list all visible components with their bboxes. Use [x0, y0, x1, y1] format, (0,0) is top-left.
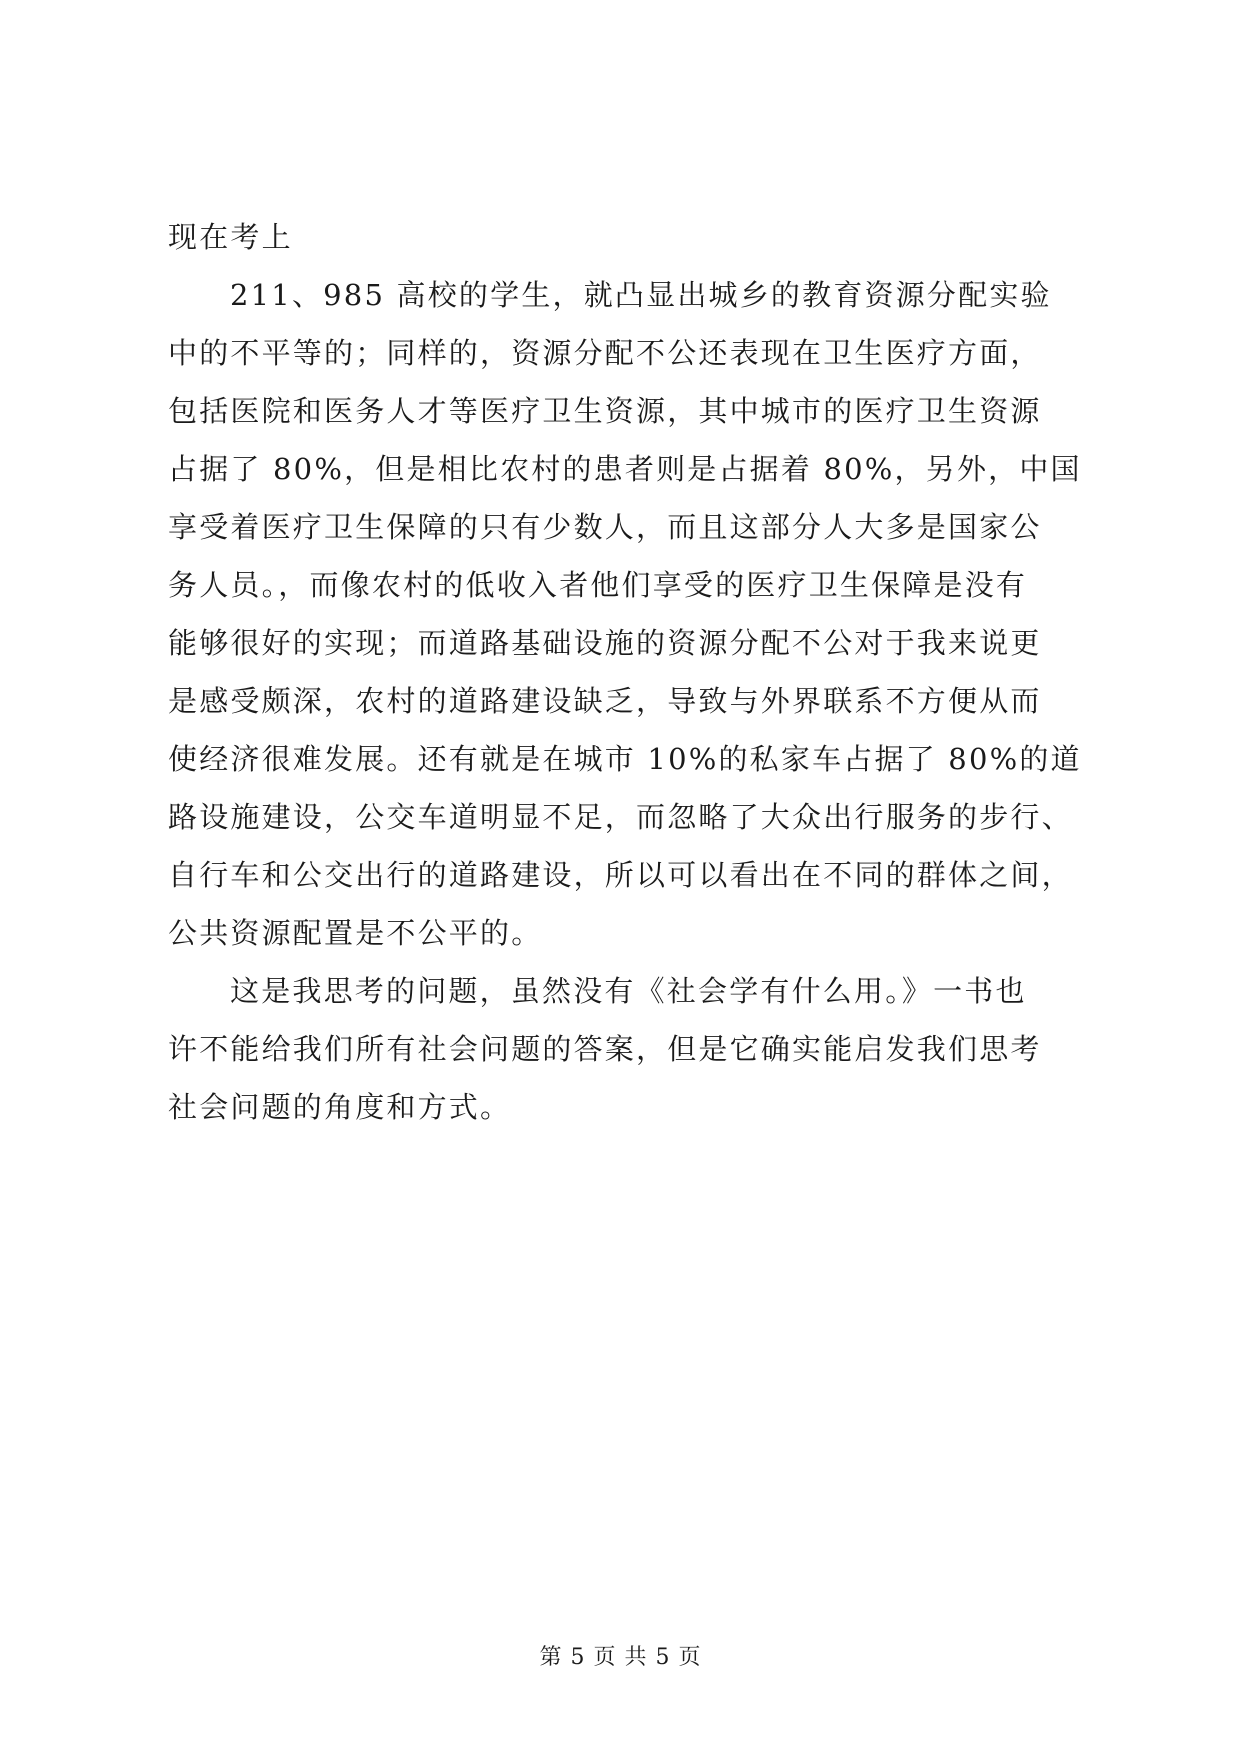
- text-line: 务人员。，而像农村的低收入者他们享受的医疗卫生保障是没有: [168, 568, 1028, 602]
- text-line: 是感受颇深，农村的道路建设缺乏，导致与外界联系不方便从而: [168, 684, 1042, 718]
- text-line: 许不能给我们所有社会问题的答案，但是它确实能启发我们思考: [168, 1032, 1042, 1066]
- text-line: 能够很好的实现；而道路基础设施的资源分配不公对于我来说更: [168, 626, 1042, 660]
- page-number-footer: 第 5 页 共 5 页: [539, 1645, 702, 1670]
- text-line: 现在考上: [168, 220, 293, 254]
- text-line: 享受着医疗卫生保障的只有少数人，而且这部分人大多是国家公: [168, 510, 1042, 544]
- text-line: 路设施建设，公交车道明显不足，而忽略了大众出行服务的步行、: [168, 800, 1073, 834]
- text-line: 占据了 80%，但是相比农村的患者则是占据着 80%，另外，中国: [168, 452, 1082, 486]
- text-line: 使经济很难发展。还有就是在城市 10%的私家车占据了 80%的道: [168, 742, 1082, 776]
- body-text: [168, 208, 1082, 1136]
- paragraph-start-line: 这是我思考的问题，虽然没有《社会学有什么用。》一书也: [230, 974, 1027, 1008]
- text-line: 中的不平等的；同样的，资源分配不公还表现在卫生医疗方面，: [168, 336, 1042, 370]
- text-line: 公共资源配置是不公平的。: [168, 916, 543, 950]
- text-line: 自行车和公交出行的道路建设，所以可以看出在不同的群体之间，: [168, 858, 1073, 892]
- text-line: 包括医院和医务人才等医疗卫生资源，其中城市的医疗卫生资源: [168, 394, 1042, 428]
- paragraph-start-line: 211、985 高校的学生，就凸显出城乡的教育资源分配实验: [230, 278, 1052, 312]
- text-line: 社会问题的角度和方式。: [168, 1090, 512, 1124]
